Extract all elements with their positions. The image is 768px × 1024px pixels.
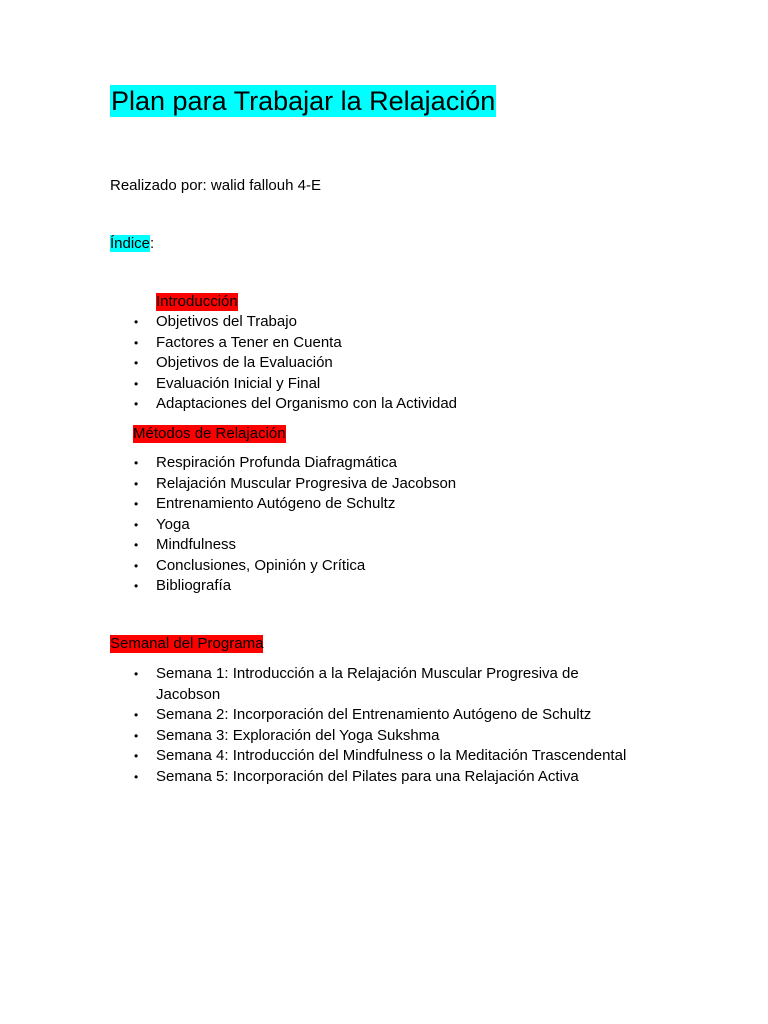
list-item bbox=[134, 394, 716, 415]
bullet-icon: • bbox=[134, 749, 139, 763]
bullet-icon: • bbox=[134, 335, 139, 350]
bullet-icon: • bbox=[134, 769, 139, 784]
list-item bbox=[134, 515, 716, 536]
list-item-text: Yoga bbox=[156, 515, 190, 533]
heading-metodos: Métodos de Relajación bbox=[133, 425, 286, 442]
list-metodos bbox=[134, 453, 716, 597]
list-semanal bbox=[134, 664, 636, 787]
list-item bbox=[134, 374, 716, 395]
list-item-text: Semana 1: Introducción a la Relajación Muscular Progresiva de Jacobson bbox=[156, 665, 579, 703]
list-item bbox=[134, 705, 636, 726]
bullet-icon: • bbox=[134, 667, 139, 681]
index-colon: : bbox=[150, 235, 155, 252]
bullet-icon: • bbox=[134, 708, 139, 722]
list-item-text: Factores a Tener en Cuenta bbox=[156, 333, 342, 351]
list-item-text: Respiración Profunda Diafragmática bbox=[156, 454, 397, 471]
list-item-text: Entrenamiento Autógeno de Schultz bbox=[156, 495, 396, 512]
bullet-icon: • bbox=[134, 315, 139, 329]
index-heading bbox=[110, 234, 154, 254]
bullet-icon: • bbox=[134, 558, 139, 573]
list-item bbox=[134, 767, 636, 788]
bullet-icon: • bbox=[134, 579, 139, 593]
document-title: Plan para Trabajar la Relajación bbox=[111, 86, 496, 116]
bullet-icon: • bbox=[134, 497, 139, 511]
list-item bbox=[134, 746, 636, 767]
list-item-text: Semana 4: Introducción del Mindfulness o la Meditación Trascendental bbox=[156, 747, 627, 764]
list-item bbox=[134, 474, 716, 495]
list-item-text: Mindfulness bbox=[156, 536, 237, 553]
list-item bbox=[134, 453, 716, 474]
list-item-text: Semana 2: Incorporación del Entrenamiento Autógeno de Schultz bbox=[156, 706, 592, 723]
list-item bbox=[134, 353, 716, 374]
list-item-text: Relajación Muscular Progresiva de Jacobson bbox=[156, 474, 457, 492]
list-item bbox=[134, 494, 716, 515]
list-item-text: Evaluación Inicial y Final bbox=[156, 374, 321, 392]
bullet-icon: • bbox=[134, 538, 139, 552]
bullet-icon: • bbox=[134, 356, 139, 370]
bullet-icon: • bbox=[134, 376, 139, 391]
bullet-icon: • bbox=[134, 476, 139, 491]
list-item-text: Objetivos de la Evaluación bbox=[156, 354, 333, 371]
list-item-text: Conclusiones, Opinión y Crítica bbox=[156, 556, 366, 574]
list-item bbox=[134, 576, 716, 597]
list-item-text: Bibliografía bbox=[156, 577, 232, 594]
list-item-text: Semana 3: Exploración del Yoga Sukshma bbox=[156, 726, 440, 744]
list-item bbox=[134, 556, 716, 577]
list-item-text: Objetivos del Trabajo bbox=[156, 313, 297, 330]
list-item bbox=[134, 535, 716, 556]
bullet-icon: • bbox=[134, 397, 139, 411]
list-item-text: Adaptaciones del Organismo con la Actividad bbox=[156, 395, 458, 412]
bullet-icon: • bbox=[134, 517, 139, 532]
list-introduccion bbox=[134, 312, 716, 415]
bullet-icon: • bbox=[134, 456, 139, 470]
index-label: Índice bbox=[110, 235, 151, 252]
heading-semanal: Semanal del Programa bbox=[110, 635, 264, 652]
list-item bbox=[134, 333, 716, 354]
list-item-text: Semana 5: Incorporación del Pilates para una Relajación Activa bbox=[156, 767, 579, 785]
list-item bbox=[134, 726, 636, 747]
list-item bbox=[134, 312, 716, 333]
list-item bbox=[134, 664, 636, 705]
bullet-icon: • bbox=[134, 728, 139, 743]
heading-introduccion: Introducción bbox=[156, 293, 238, 310]
author-line: Realizado por: walid fallouh 4-E bbox=[110, 177, 321, 194]
